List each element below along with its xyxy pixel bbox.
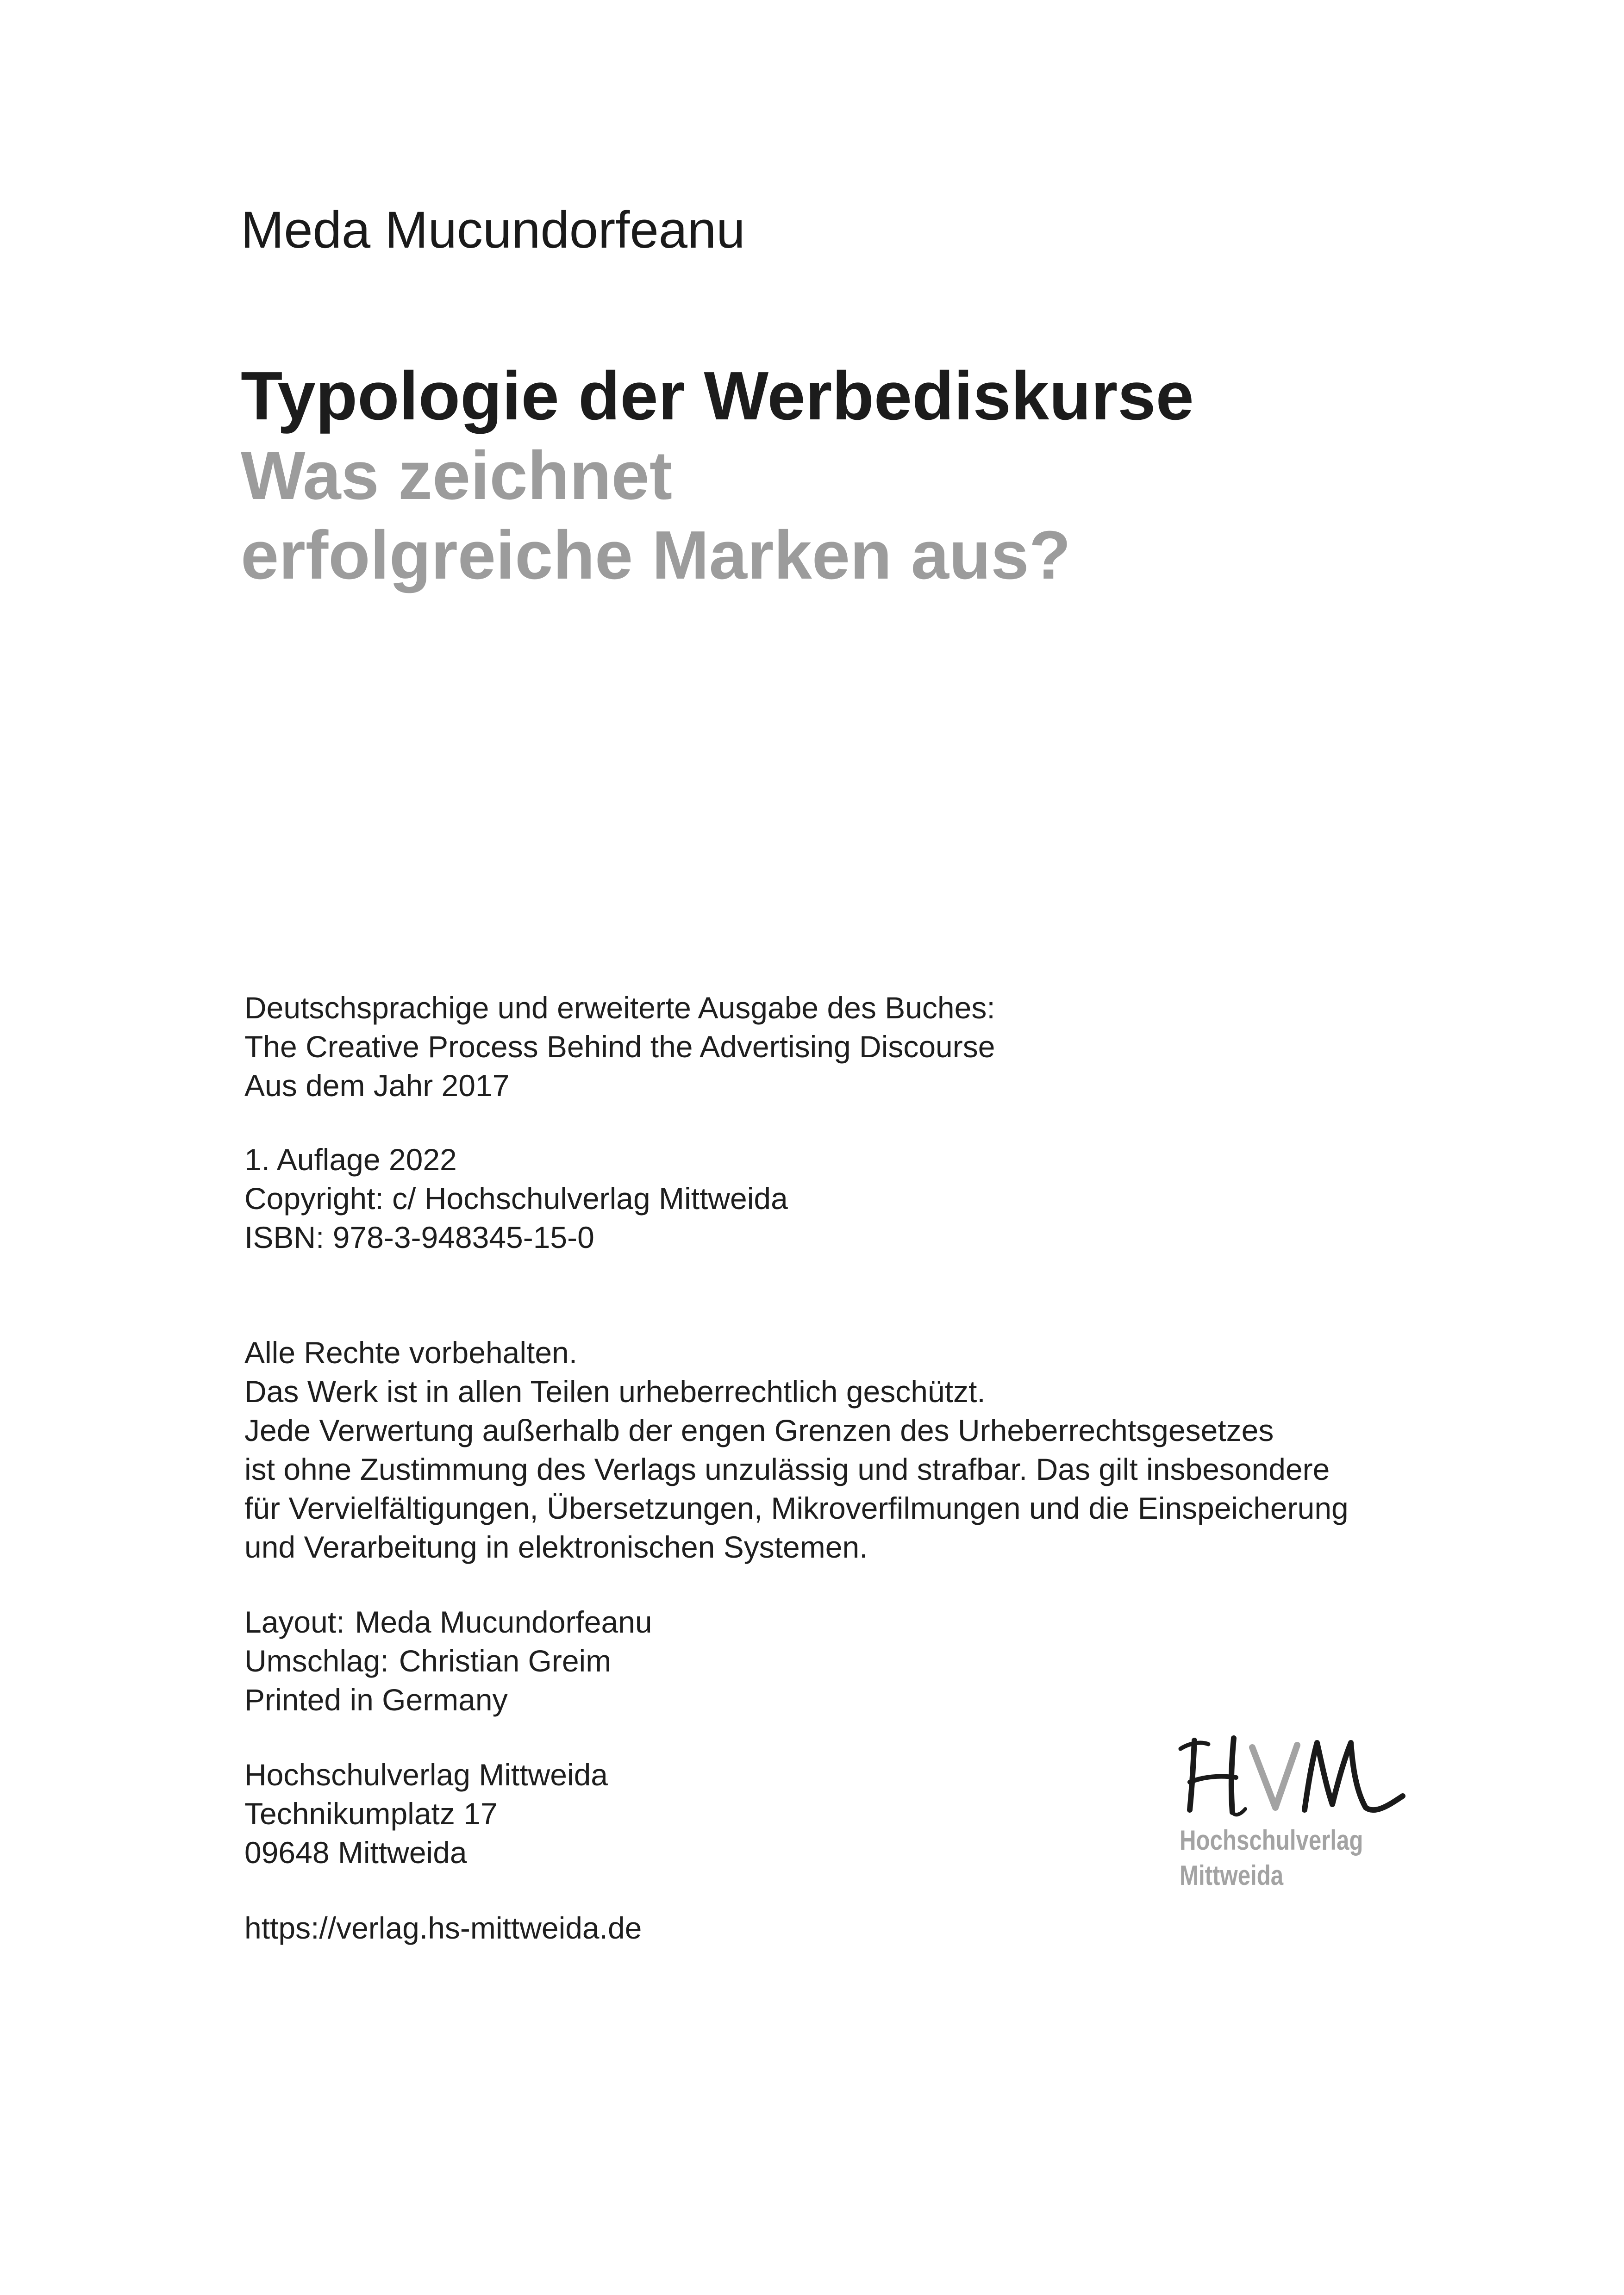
street-line: Technikumplatz 17 xyxy=(244,1796,498,1831)
edition-line: The Creative Process Behind the Advertising Discourse xyxy=(244,1029,995,1064)
book-title: Typologie der Werbediskurse xyxy=(241,358,1194,434)
edition-info xyxy=(244,988,995,1105)
publisher-address xyxy=(244,1755,608,1872)
logo-text-line: Mittweida xyxy=(1180,1860,1284,1891)
layout-label: Layout: xyxy=(244,1605,345,1639)
publisher-website[interactable] xyxy=(244,1908,642,1947)
rights-line: ist ohne Zustimmung des Verlags unzulässig und strafbar. Das gilt insbesondere xyxy=(244,1452,1330,1486)
subtitle-line: erfolgreiche Marken aus? xyxy=(241,517,1071,593)
edition-line: Aus dem Jahr 2017 xyxy=(244,1068,510,1103)
rights-line: Alle Rechte vorbehalten. xyxy=(244,1335,578,1370)
rights-line: und Verarbeitung in elektronischen Systemen. xyxy=(244,1530,868,1564)
copyright-line: Copyright: c/ Hochschulverlag Mittweida xyxy=(244,1181,788,1216)
rights-line: Das Werk ist in allen Teilen urheberrechtlich geschützt. xyxy=(244,1374,986,1409)
isbn-line: ISBN: 978-3-948345-15-0 xyxy=(244,1220,594,1254)
printed-in: Printed in Germany xyxy=(244,1683,508,1717)
logo-text-line: Hochschulverlag xyxy=(1180,1825,1363,1856)
cover-label: Umschlag: xyxy=(244,1644,389,1678)
subtitle-line: Was zeichnet xyxy=(241,437,673,514)
credits xyxy=(244,1603,652,1719)
rights-line: Jede Verwertung außerhalb der engen Grenzen des Urheberrechtsgesetzes xyxy=(244,1413,1274,1447)
cover-credit xyxy=(244,1641,652,1680)
hvm-monogram-icon xyxy=(1176,1722,1417,1824)
publisher-name: Hochschulverlag Mittweida xyxy=(244,1758,608,1792)
book-subtitle xyxy=(241,436,1491,595)
edition-number: 1. Auflage 2022 xyxy=(244,1142,457,1177)
layout-value: Meda Mucundorfeanu xyxy=(355,1605,652,1639)
cover-value: Christian Greim xyxy=(399,1644,612,1678)
rights-line: für Vervielfältigungen, Übersetzungen, Mikroverfilmungen und die Einspeicherung xyxy=(244,1491,1349,1525)
rights-notice xyxy=(244,1333,1349,1566)
publication-info xyxy=(244,1140,788,1257)
website-link[interactable]: https://verlag.hs-mittweida.de xyxy=(244,1911,642,1945)
layout-credit xyxy=(244,1603,652,1641)
publisher-logo xyxy=(1176,1722,1417,1898)
author-name: Meda Mucundorfeanu xyxy=(241,201,745,259)
city-line: 09648 Mittweida xyxy=(244,1835,467,1870)
logo-wordmark xyxy=(1180,1823,1363,1893)
edition-line: Deutschsprachige und erweiterte Ausgabe des Buches: xyxy=(244,991,995,1025)
